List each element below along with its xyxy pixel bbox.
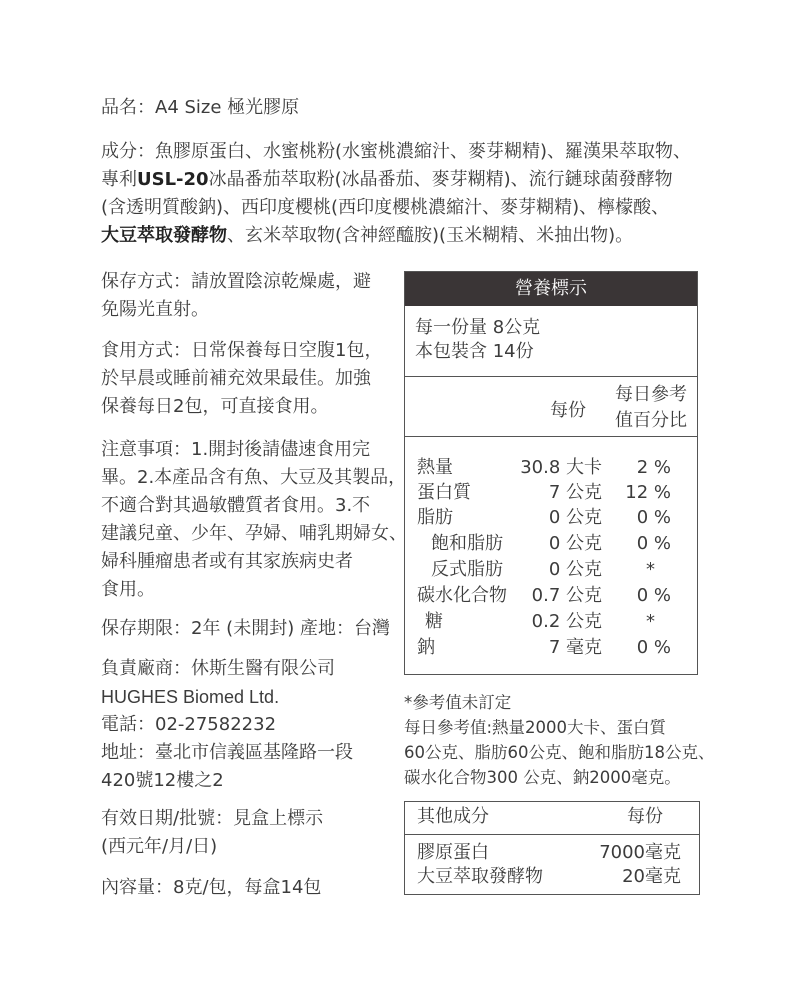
col-daily-value [615,382,687,434]
other-value: 7000毫克 [599,842,681,863]
ingredients-block [101,138,691,250]
ingredients-line-2: 專利USL-20冰晶番茄萃取粉(冰晶番茄、麥芽糊精)、流行鏈球菌發酵物 [101,169,673,190]
nutrient-name: 碳水化合物 [417,585,507,606]
divider [405,376,697,377]
manufacturer-phone: 電話：02-27582232 [101,714,277,735]
caution-line: 建議兒童、少年、孕婦、哺乳期婦女、 [101,523,407,544]
shelf-life: 保存期限：2年 (未開封) 產地：台灣 [101,618,390,639]
nutrient-pct: * [646,559,655,580]
usage-line: 保養每日2包，可直接食用。 [101,396,329,417]
nutrition-row [405,609,697,634]
nutrient-value: 7 公克 [548,482,602,503]
content-amount: 內容量：8克/包，每盒14包 [101,877,322,898]
storage-line: 免陽光直射。 [101,299,209,320]
caution-line: 不適合對其過敏體質者食用。3.不 [101,495,371,516]
manufacturer-address: 420號12樓之2 [101,770,224,791]
caution-line: 注意事項：1.開封後請儘速食用完 [101,439,371,460]
nutrient-pct: 0 % [636,637,671,658]
caution-line: 畢。2.本產品含有魚、大豆及其製品， [101,467,407,488]
nutrient-value: 0 公克 [548,507,602,528]
nutrient-value: 30.8 大卡 [520,457,602,478]
nutrition-row [405,583,697,608]
storage-block [101,268,371,324]
other-name: 大豆萃取發酵物 [417,866,543,887]
nutrient-name: 蛋白質 [417,482,471,503]
nutrition-row [405,480,697,505]
nutrient-name: 糖 [425,611,443,632]
serving-info [415,316,540,364]
nutrition-row [405,531,697,556]
product-name: 品名：A4 Size 極光膠原 [101,97,300,118]
note-line: 碳水化合物300 公克、鈉2000毫克。 [404,768,681,787]
nutrition-facts-panel [404,271,698,675]
usage-line: 食用方式：日常保養每日空腹1包， [101,340,383,361]
col-daily-line: 每日參考 [615,384,687,405]
nutrition-row [405,635,697,660]
manufacturer-name: 負責廠商：休斯生醫有限公司 [101,658,335,679]
nutrient-pct: 2 % [636,457,671,478]
other-header-per-serving: 每份 [627,806,663,827]
nutrient-name: 脂肪 [417,507,453,528]
usage-block [101,337,382,421]
usage-line: 於早晨或睡前補充效果最佳。加強 [101,368,371,389]
note-line: 每日參考值:熱量2000大卡、蛋白質 [404,718,667,737]
other-header-label: 其他成分 [417,806,489,827]
nutrient-value: 7 毫克 [548,637,602,658]
nutrition-row [405,455,697,480]
nutrient-pct: 0 % [636,585,671,606]
expiry-line: 有效日期/批號：見盒上標示 [101,808,324,829]
storage-line: 保存方式：請放置陰涼乾燥處，避 [101,271,371,292]
nutrient-pct: * [646,611,655,632]
nutrient-name: 熱量 [417,457,453,478]
nutrient-value: 0.7 公克 [531,585,602,606]
expiry-line: (西元年/月/日) [101,836,218,857]
nutrient-pct: 0 % [636,507,671,528]
caution-line: 食用。 [101,579,155,600]
nutrient-pct: 12 % [625,482,671,503]
nutrition-header: 營養標示 [405,272,697,306]
serving-size: 每一份量 8公克 [415,317,541,338]
other-row [405,864,699,890]
nutrient-name: 反式脂肪 [431,559,503,580]
other-name: 膠原蛋白 [417,842,489,863]
other-value: 20毫克 [622,866,681,887]
manufacturer-address: 地址：臺北市信義區基隆路一段 [101,742,353,763]
manufacturer-block [101,655,353,795]
manufacturer-english: HUGHES Biomed Ltd. [101,687,280,707]
nutrition-row [405,557,697,582]
nutrient-pct: 0 % [636,533,671,554]
col-daily-line: 值百分比 [615,410,687,431]
ingredients-line-4: 大豆萃取發酵物、玄米萃取物(含神經醯胺)(玉米糊精、米抽出物)。 [101,225,634,246]
other-header [405,802,699,835]
servings-per-package: 本包裝含 14份 [415,341,534,362]
nutrient-name: 飽和脂肪 [431,533,503,554]
caution-line: 婦科腫瘤患者或有其家族病史者 [101,551,353,572]
ingredients-line-1: 成分：魚膠原蛋白、水蜜桃粉(水蜜桃濃縮汁、麥芽糊精)、羅漢果萃取物、 [101,141,692,162]
divider [405,436,697,437]
other-row [405,840,699,866]
nutrition-row [405,505,697,530]
note-line: 60公克、脂肪60公克、飽和脂肪18公克、 [404,743,715,762]
nutrient-value: 0 公克 [548,533,602,554]
col-per-serving: 每份 [550,400,586,421]
caution-block [101,436,407,604]
note-line: *參考值未訂定 [404,693,512,712]
nutrient-name: 鈉 [417,637,435,658]
ingredients-line-3: (含透明質酸鈉)、西印度櫻桃(西印度櫻桃濃縮汁、麥芽糊精)、檸檬酸、 [101,197,670,218]
expiry-block [101,805,323,861]
nutrient-value: 0 公克 [548,559,602,580]
other-ingredients-panel [404,801,700,895]
nutrient-value: 0.2 公克 [531,611,602,632]
